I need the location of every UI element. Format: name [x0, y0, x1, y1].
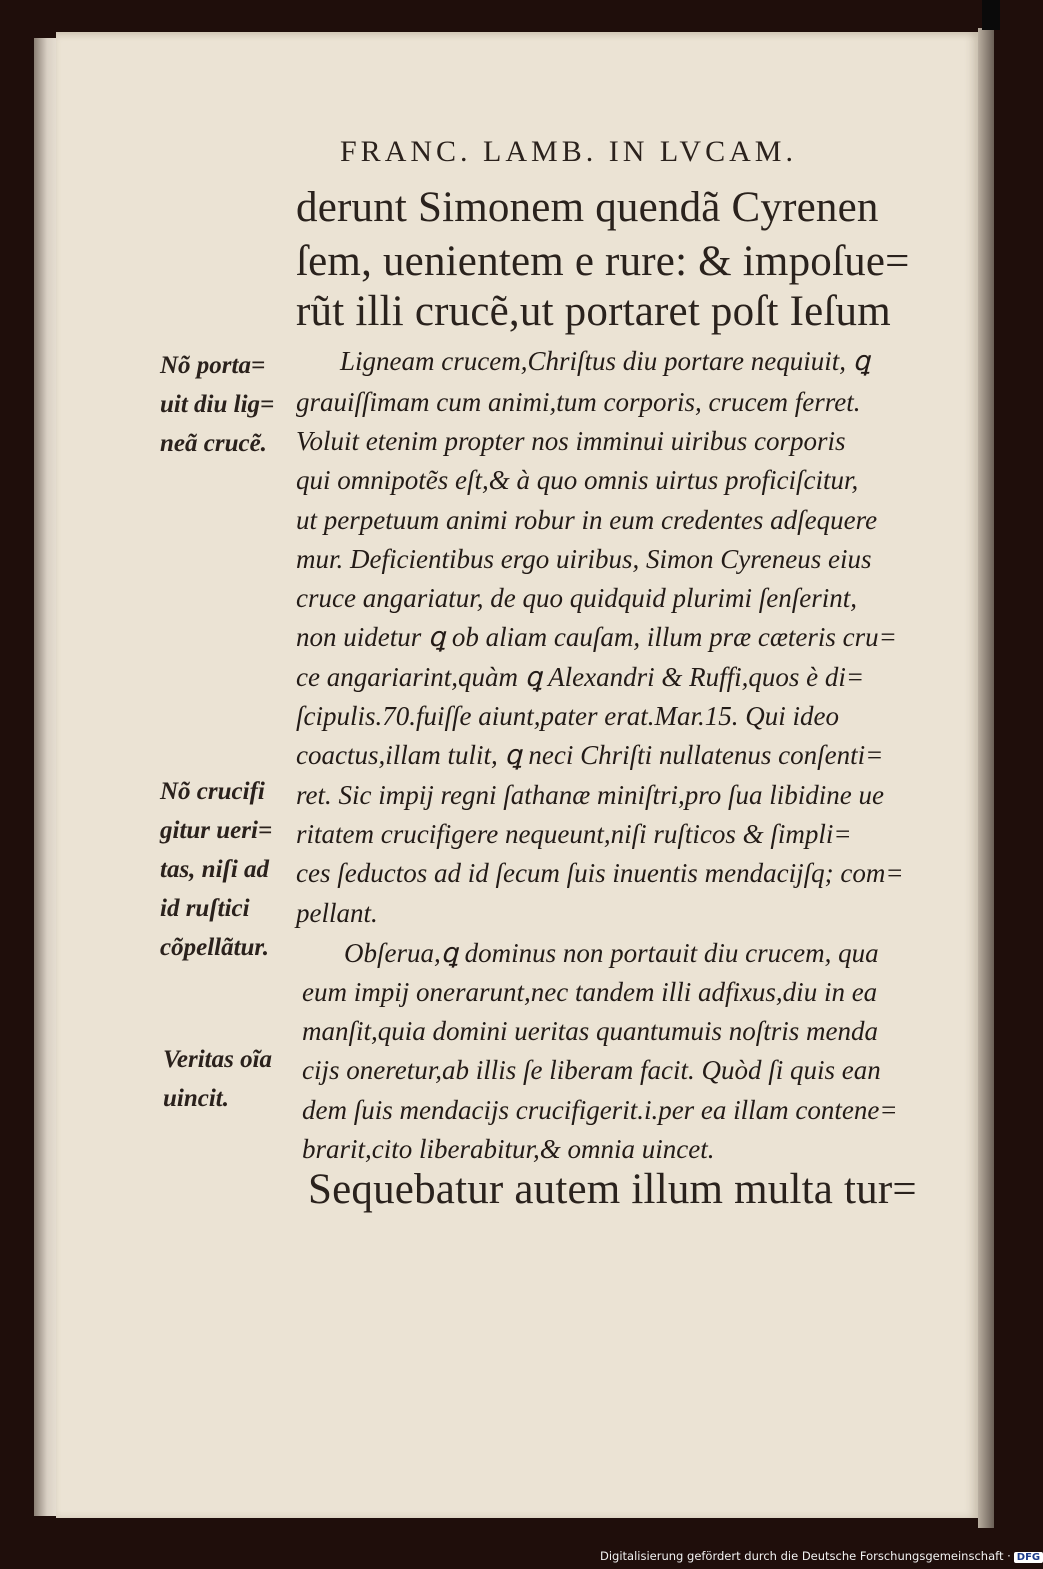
commentary-line-1: Ligneam crucem,Chriſtus diu portare nequiuit, ꝗ [340, 346, 870, 376]
marginal-note-3: Veritas oĩa uincit. [163, 1046, 273, 1112]
scripture-line-3: rũt illi crucẽ,ut portaret poſt Ieſum [296, 288, 891, 335]
scripture-line-1: derunt Simonem quendã Cyrenen [296, 184, 879, 231]
commentary-line-7: cruce angariatur, de quo quidquid plurimi ſenſerint, [296, 583, 857, 613]
digitization-footer: Digitalisierung gefördert durch die Deutsche Forschungsgemeinschaft · DFG [600, 1549, 995, 1567]
scan-corner-mark [982, 0, 1000, 30]
dfg-logo: DFG [1014, 1552, 1043, 1563]
commentary-line-11: coactus,illam tulit, ꝗ neci Chriſti nullatenus conſenti= [296, 740, 884, 770]
commentary-line-16: Obſerua,ꝗ dominus non portauit diu crucem, qua [344, 938, 879, 968]
marginal-note-1: Nõ porta= uit diu lig= neã crucẽ. [160, 352, 275, 457]
scripture-line-2: ſem, uenientem e rure: & impoſue= [296, 238, 910, 285]
commentary-line-3: Voluit etenim propter nos imminui uiribus corporis [296, 426, 846, 456]
scripture-line-bottom: Sequebatur autem illum multa tur= [308, 1166, 917, 1213]
running-head: FRANC. LAMB. IN LVCAM. [340, 135, 797, 168]
commentary-line-4: qui omnipotẽs eſt,& à quo omnis uirtus proficiſcitur, [296, 465, 859, 495]
book-edge-left [34, 38, 58, 1516]
book-edge-right [978, 28, 994, 1528]
commentary-line-21: brarit,cito liberabitur,& omnia uincet. [302, 1134, 715, 1164]
commentary-line-15: pellant. [296, 898, 378, 928]
commentary-line-5: ut perpetuum animi robur in eum credentes adſequere [296, 505, 878, 535]
commentary-line-19: cijs oneretur,ab illis ſe liberam facit. Quòd ſi quis ean [302, 1055, 881, 1085]
commentary-line-10: ſcipulis.70.fuiſſe aiunt,pater erat.Mar.15. Qui ideo [296, 701, 839, 731]
commentary-line-17: eum impij onerarunt,nec tandem illi adfixus,diu in ea [302, 977, 878, 1007]
commentary-line-12: ret. Sic impij regni ſathanæ miniſtri,pro ſua libidine ue [296, 780, 884, 810]
commentary-line-8: non uidetur ꝗ ob aliam cauſam, illum præ cæteris cru= [296, 622, 897, 652]
commentary-line-2: grauiſſimam cum animi,tum corporis, crucem ferret. [296, 387, 861, 417]
commentary-line-14: ces ſeductos ad id ſecum ſuis inuentis mendacijſq; com= [296, 858, 904, 888]
commentary-line-6: mur. Deficientibus ergo uiribus, Simon Cyreneus eius [296, 544, 872, 574]
commentary-line-20: dem ſuis mendacijs crucifigerit.i.per ea illam contene= [302, 1095, 898, 1125]
commentary-line-13: ritatem crucifigere nequeunt,niſi ruſticos & ſimpli= [296, 819, 852, 849]
commentary-line-9: ce angariarint,quàm ꝗ Alexandri & Ruffi,quos è di= [296, 662, 865, 692]
marginal-note-2: Nõ crucifi gitur ueri= tas, niſi ad id ruſtici cõpellãtur. [160, 778, 273, 961]
commentary-line-18: manſit,quia domini ueritas quantumuis noſtris menda [302, 1016, 879, 1046]
footer-text: Digitalisierung gefördert durch die Deutsche Forschungsgemeinschaft [600, 1549, 1004, 1563]
